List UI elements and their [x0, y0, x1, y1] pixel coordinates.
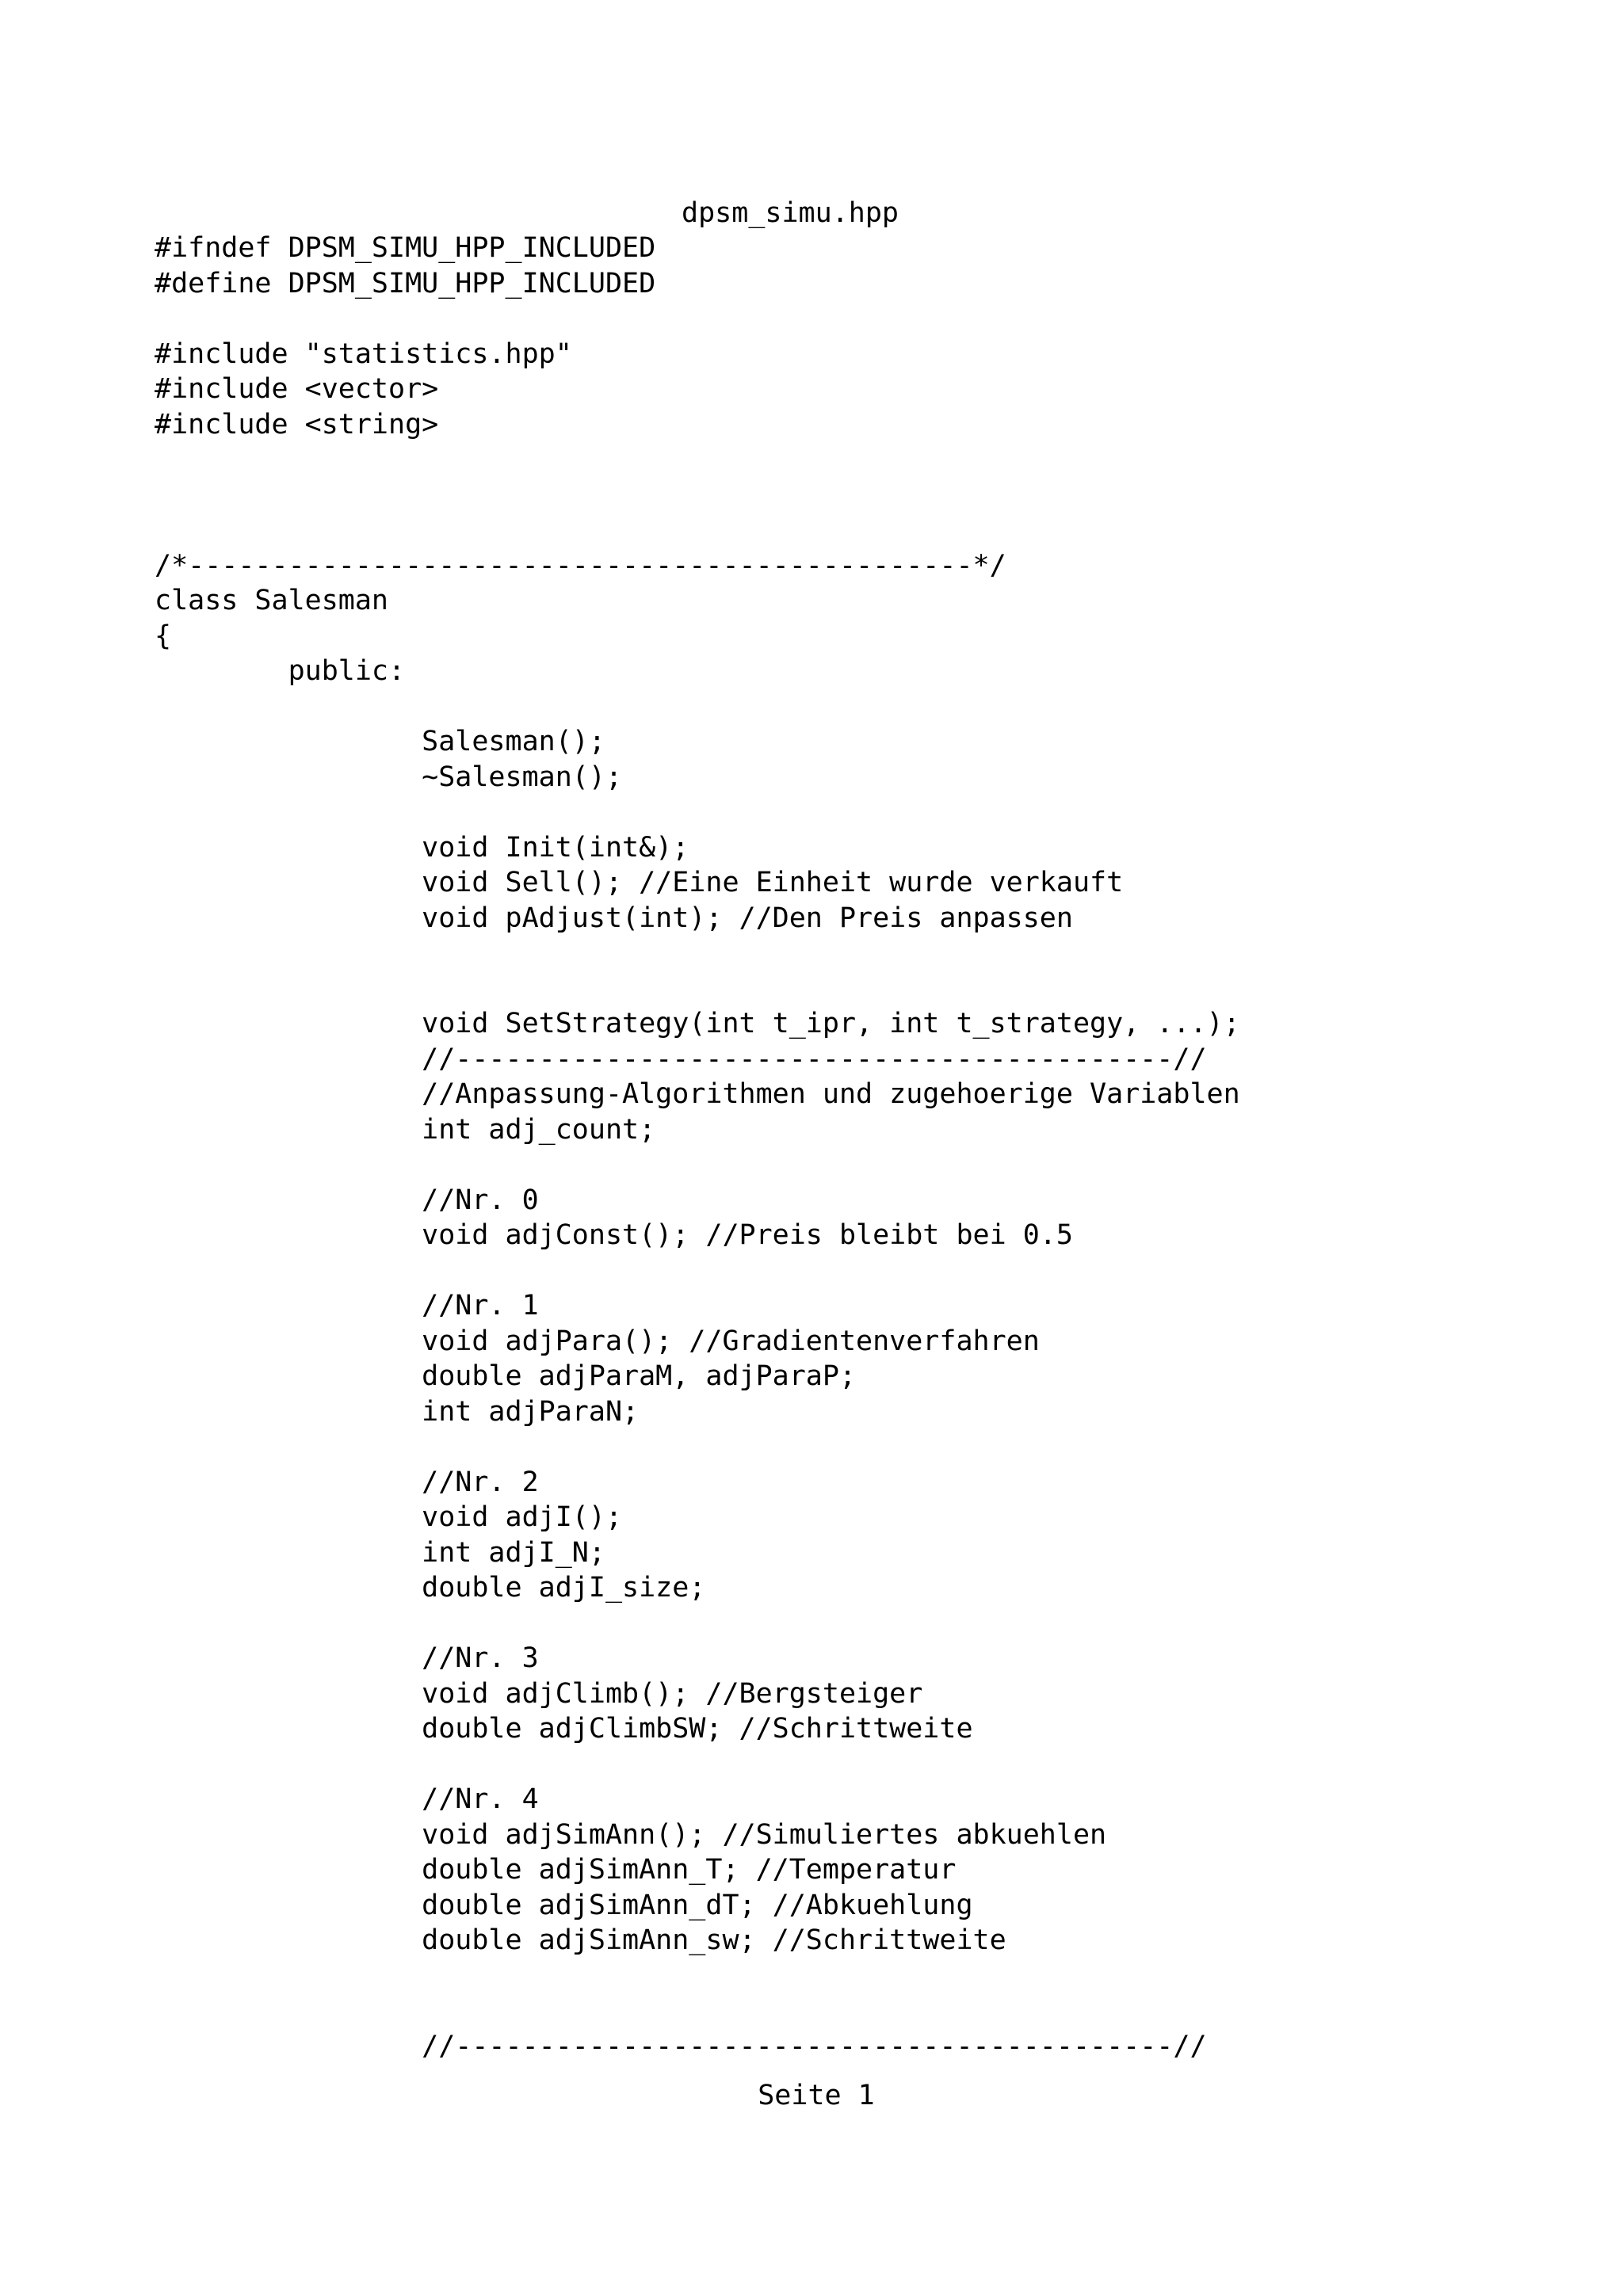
code-line	[155, 971, 1240, 1007]
code-line: //-------------------------------------------//	[155, 1043, 1207, 1075]
code-line	[155, 513, 1240, 548]
code-line: void adjPara(); //Gradientenverfahren	[155, 1325, 1040, 1357]
code-line	[155, 1429, 1240, 1465]
code-line: #include <string>	[155, 408, 439, 441]
code-line	[155, 1253, 1240, 1289]
code-line: int adj_count;	[155, 1113, 656, 1146]
code-line	[155, 689, 1240, 725]
code-line: void adjConst(); //Preis bleibt bei 0.5	[155, 1219, 1073, 1251]
page-number: Seite 1	[758, 2080, 875, 2111]
code-line: public:	[155, 655, 406, 687]
code-line: void Init(int&);	[155, 831, 689, 864]
code-line: //Nr. 2	[155, 1466, 539, 1498]
code-line: double adjSimAnn_sw; //Schrittweite	[155, 1924, 1006, 1956]
code-line: Salesman();	[155, 726, 605, 757]
code-line	[155, 1606, 1240, 1642]
code-line: #define DPSM_SIMU_HPP_INCLUDED	[155, 267, 656, 299]
code-line: #include "statistics.hpp"	[155, 338, 572, 370]
code-line: void pAdjust(int); //Den Preis anpassen	[155, 902, 1073, 934]
code-line: void Sell(); //Eine Einheit wurde verkauft	[155, 867, 1124, 898]
code-line	[155, 301, 1240, 337]
code-line: #include <vector>	[155, 373, 439, 405]
code-line: double adjParaM, adjParaP;	[155, 1360, 857, 1392]
code-line: double adjSimAnn_dT; //Abkuehlung	[155, 1889, 973, 1921]
code-line	[155, 442, 1240, 478]
code-line	[155, 936, 1240, 971]
code-line: ~Salesman();	[155, 761, 623, 793]
code-line	[155, 1747, 1240, 1783]
code-line	[155, 1147, 1240, 1183]
code-line: double adjSimAnn_T; //Temperatur	[155, 1854, 957, 1886]
code-line: class Salesman	[155, 585, 389, 616]
code-line: int adjParaN;	[155, 1395, 640, 1428]
code-line: #ifndef DPSM_SIMU_HPP_INCLUDED	[155, 232, 656, 264]
code-line: //Nr. 0	[155, 1184, 539, 1216]
code-line: {	[155, 620, 172, 652]
code-line: //Nr. 4	[155, 1783, 539, 1815]
code-line: /*-----------------------------------------------*/	[155, 549, 1006, 582]
code-line: //Nr. 3	[155, 1642, 539, 1674]
code-line: void SetStrategy(int t_ipr, int t_strategy, ...);	[155, 1008, 1240, 1039]
code-line: //-------------------------------------------//	[155, 2030, 1207, 2062]
code-line: //Nr. 1	[155, 1290, 539, 1322]
code-line: double adjClimbSW; //Schrittweite	[155, 1713, 973, 1745]
code-line: void adjSimAnn(); //Simuliertes abkuehlen	[155, 1818, 1107, 1851]
code-line	[155, 795, 1240, 830]
code-line: void adjI();	[155, 1501, 623, 1533]
code-line: double adjI_size;	[155, 1572, 706, 1604]
code-line: void adjClimb(); //Bergsteiger	[155, 1677, 923, 1710]
code-line	[155, 478, 1240, 513]
file-title: dpsm_simu.hpp	[682, 197, 899, 229]
code-line: int adjI_N;	[155, 1536, 605, 1569]
code-line	[155, 1958, 1240, 1994]
code-line: //Anpassung-Algorithmen und zugehoerige Variablen	[155, 1078, 1240, 1110]
code-line	[155, 1993, 1240, 2029]
code-listing	[155, 231, 1240, 2064]
